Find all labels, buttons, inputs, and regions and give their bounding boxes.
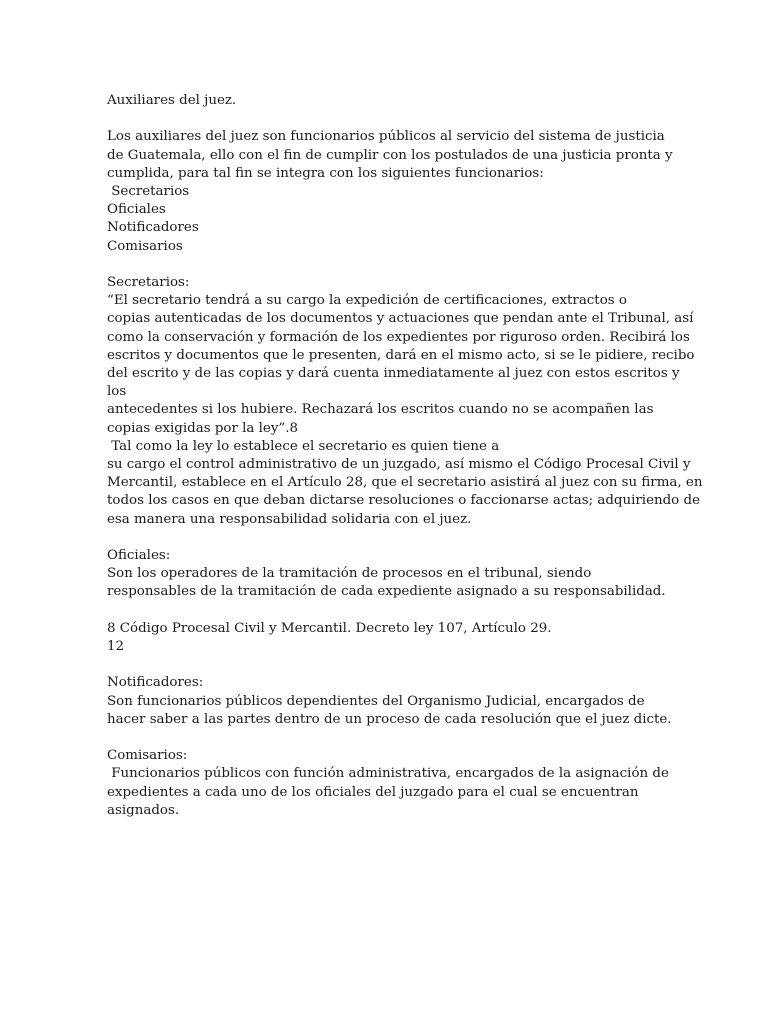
text-line: como la conservación y formación de los expedientes por riguroso orden. Recibirá los xyxy=(107,329,690,345)
text-line: Los auxiliares del juez son funcionarios públicos al servicio del sistema de justicia xyxy=(107,129,665,145)
text-line: su cargo el control administrativo de un juzgado, así mismo el Código Procesal Civil y xyxy=(107,457,691,473)
text-line: esa manera una responsabilidad solidaria con el juez. xyxy=(107,511,472,527)
text-line: hacer saber a las partes dentro de un proceso de cada resolución que el juez dicte. xyxy=(107,711,672,727)
section-heading: Notificadores: xyxy=(107,675,204,691)
text-line: Tal como la ley lo establece el secretario es quien tiene a xyxy=(107,438,500,454)
intro-paragraph xyxy=(107,128,673,255)
oficiales-section xyxy=(107,547,667,602)
blank-line xyxy=(107,602,667,620)
text-line: de Guatemala, ello con el fin de cumplir con los postulados de una justicia pronta y xyxy=(107,147,673,163)
blank-line xyxy=(107,110,667,128)
text-line: Funcionarios públicos con función administrativa, encargados de la asignación de xyxy=(107,766,669,782)
text-line: todos los casos en que deban dictarse resoluciones o faccionarse actas; adquiriendo de xyxy=(107,493,700,509)
text-line: Son funcionarios públicos dependientes del Organismo Judicial, encargados de xyxy=(107,693,645,709)
blank-line xyxy=(107,529,667,547)
secretarios-section xyxy=(107,274,703,529)
title-block xyxy=(107,92,667,110)
footnote-text: 8 Código Procesal Civil y Mercantil. Decreto ley 107, Artículo 29. xyxy=(107,620,552,636)
text-line: responsables de la tramitación de cada expediente asignado a su responsabilidad. xyxy=(107,584,666,600)
text-line: antecedentes si los hubiere. Rechazará los escritos cuando no se acompañen las xyxy=(107,402,654,418)
document-title: Auxiliares del juez. xyxy=(107,93,237,108)
blank-line xyxy=(107,729,667,747)
text-line: cumplida, para tal fin se integra con los siguientes funcionarios: xyxy=(107,165,544,181)
blank-line xyxy=(107,656,667,674)
blank-line xyxy=(107,256,667,274)
comisarios-section xyxy=(107,747,667,820)
list-item: Secretarios xyxy=(107,184,190,199)
list-item: Comisarios xyxy=(107,238,183,254)
text-line: Son los operadores de la tramitación de procesos en el tribunal, siendo xyxy=(107,566,592,582)
list-item: Notificadores xyxy=(107,220,199,236)
text-line: escritos y documentos que le presenten, dará en el mismo acto, si se le pidiere, recibo xyxy=(107,347,695,363)
text-line: los xyxy=(107,384,127,400)
notificadores-section xyxy=(107,674,672,729)
text-line: expedientes a cada uno de los oficiales del juzgado para el cual se encuentran xyxy=(107,784,639,800)
list-item: Oficiales xyxy=(107,202,166,218)
text-line: copias exigidas por la ley”.8 xyxy=(107,420,299,436)
page-number: 12 xyxy=(107,639,125,655)
section-heading: Secretarios: xyxy=(107,275,190,290)
document-page xyxy=(107,92,703,820)
footnote-block xyxy=(107,620,667,656)
section-heading: Comisarios: xyxy=(107,748,188,764)
text-line: Mercantil, establece en el Artículo 28, que el secretario asistirá al juez con su firma, en xyxy=(107,475,703,491)
section-heading: Oficiales: xyxy=(107,548,171,564)
text-line: del escrito y de las copias y dará cuenta inmediatamente al juez con estos escritos y xyxy=(107,366,680,382)
text-line: copias autenticadas de los documentos y actuaciones que pendan ante el Tribunal, así xyxy=(107,311,694,327)
text-line: asignados. xyxy=(107,802,180,818)
text-line: “El secretario tendrá a su cargo la expedición de certificaciones, extractos o xyxy=(107,293,627,309)
